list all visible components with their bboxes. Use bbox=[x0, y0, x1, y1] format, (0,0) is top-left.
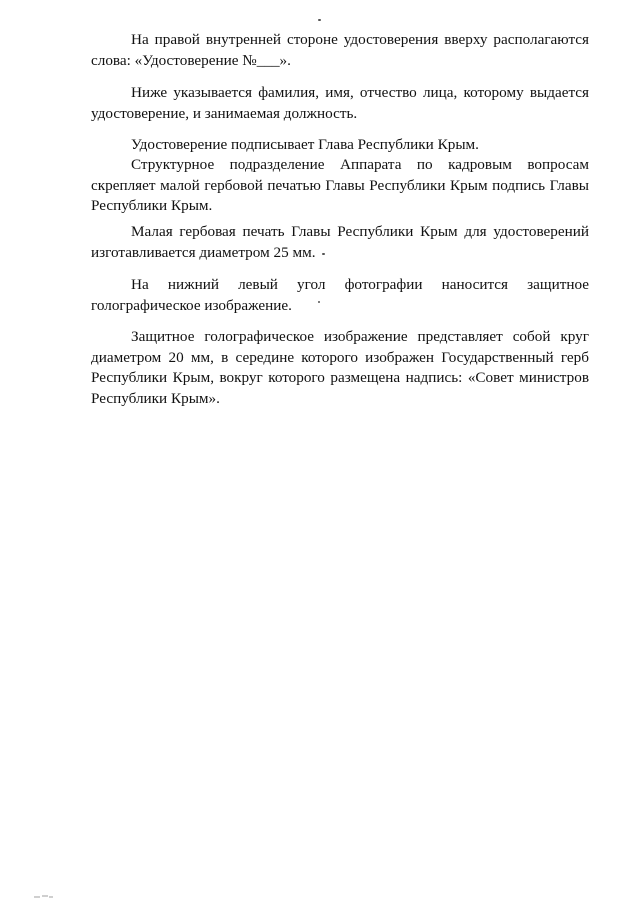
paragraph-4 bbox=[91, 155, 589, 217]
paragraph-1-text: На правой внутренней стороне удостоверения вверху располагаются слова: «Удостоверение №___». bbox=[91, 31, 589, 69]
paragraph-3-text: Удостоверение подписывает Глава Республики Крым. bbox=[131, 136, 479, 153]
paragraph-7 bbox=[91, 327, 589, 409]
paragraph-7-text: Защитное голографическое изображение представляет собой круг диаметром 20 мм, в середине которого изображен Государственный герб Республики Крым, вокруг которого размещена надпись: «Совет министров Республики Крым». bbox=[91, 328, 589, 407]
paragraph-4-text: Структурное подразделение Аппарата по кадровым вопросам скрепляет малой гербовой печатью Главы Республики Крым подпись Главы Республики Крым. bbox=[91, 156, 589, 214]
paragraph-6-line-2: голографическое изображение. bbox=[91, 296, 292, 314]
footer-scan-mark bbox=[34, 893, 54, 899]
paragraph-6-line-1: На нижний левый угол фотографии наносится защитное bbox=[131, 276, 589, 293]
paragraph-6 bbox=[91, 275, 589, 316]
paragraph-1 bbox=[91, 30, 589, 71]
scan-speck bbox=[318, 301, 320, 303]
paragraph-3 bbox=[91, 135, 589, 156]
scan-speck bbox=[322, 253, 325, 255]
paragraph-5-text: Малая гербовая печать Главы Республики Крым для удостоверений изготавливается диаметром 25 мм. bbox=[91, 223, 589, 261]
footer-scan-mark-graphic bbox=[34, 893, 54, 899]
scan-speck bbox=[318, 19, 321, 21]
paragraph-2 bbox=[91, 83, 589, 124]
paragraph-2-text: Ниже указывается фамилия, имя, отчество лица, которому выдается удостоверение, и занимаемая должность. bbox=[91, 84, 589, 122]
paragraph-5 bbox=[91, 222, 589, 263]
